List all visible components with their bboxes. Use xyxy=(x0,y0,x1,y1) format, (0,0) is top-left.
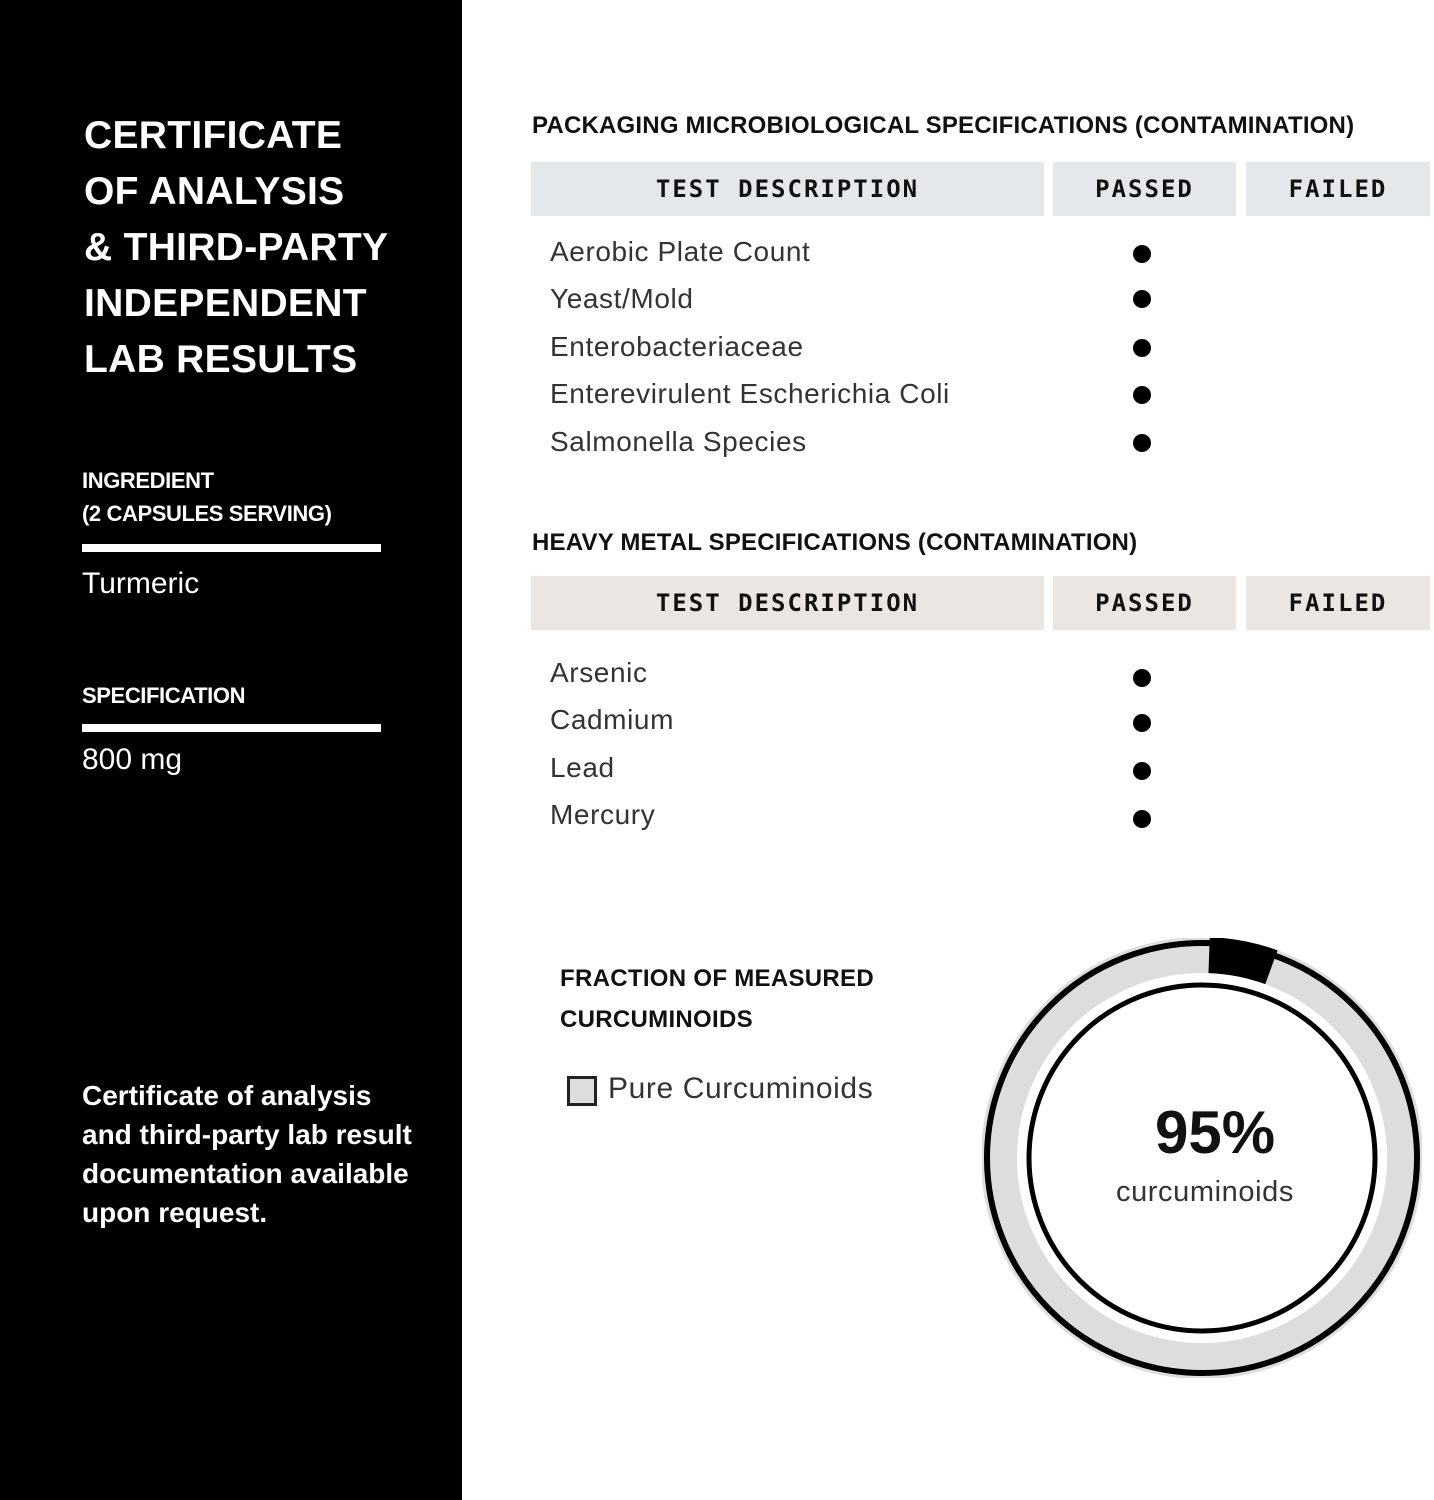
fraction-title xyxy=(560,958,874,1040)
legend-label: Pure Curcuminoids xyxy=(608,1072,874,1105)
specification-label: SPECIFICATION xyxy=(82,683,246,708)
title-line: LAB RESULTS xyxy=(84,338,358,381)
passed-dot-icon xyxy=(1133,290,1151,308)
legend-swatch xyxy=(567,1076,597,1106)
availability-note: Certificate of analysis and third-party lab result documentation available upon request. xyxy=(82,1080,412,1228)
passed-dot-icon xyxy=(1133,339,1151,357)
passed-dot-icon xyxy=(1133,714,1151,732)
microbiological-section-title: PACKAGING MICROBIOLOGICAL SPECIFICATIONS (CONTAMINATION) xyxy=(532,112,1355,139)
micro-header-test-description: TEST DESCRIPTION xyxy=(531,162,1044,216)
title-line: CERTIFICATE xyxy=(84,114,343,157)
ingredient-serving-label: (2 CAPSULES SERVING) xyxy=(82,501,332,526)
metal-row-label: Arsenic xyxy=(550,657,648,688)
metal-row-label: Mercury xyxy=(550,799,656,830)
fraction-title-line: FRACTION OF MEASURED xyxy=(560,965,874,992)
metal-header-passed: PASSED xyxy=(1053,576,1236,630)
sidebar xyxy=(0,0,462,1500)
specification-value: 800 mg xyxy=(82,743,183,776)
donut-percent-value: 95% xyxy=(1154,1099,1276,1166)
metal-header-failed: FAILED xyxy=(1246,576,1430,630)
ingredient-value: Turmeric xyxy=(82,567,200,600)
ingredient-label: INGREDIENT xyxy=(82,468,214,493)
donut-caption: curcuminoids xyxy=(1115,1176,1295,1208)
metal-header-test-description: TEST DESCRIPTION xyxy=(531,576,1044,630)
ingredient-divider xyxy=(82,544,381,552)
title-line: INDEPENDENT xyxy=(84,282,367,325)
passed-dot-icon xyxy=(1133,386,1151,404)
specification-divider xyxy=(82,724,381,732)
micro-row-label: Enterobacteriaceae xyxy=(550,331,804,362)
micro-row-label: Yeast/Mold xyxy=(550,283,694,314)
micro-row-label: Salmonella Species xyxy=(550,426,807,457)
passed-dot-icon xyxy=(1133,762,1151,780)
title-line: & THIRD-PARTY xyxy=(84,226,389,269)
micro-row-label: Aerobic Plate Count xyxy=(550,236,811,267)
passed-dot-icon xyxy=(1133,245,1151,263)
micro-header-passed: PASSED xyxy=(1053,162,1236,216)
micro-header-failed: FAILED xyxy=(1246,162,1430,216)
fraction-title-line: CURCUMINOIDS xyxy=(560,1006,753,1033)
passed-dot-icon xyxy=(1133,669,1151,687)
metal-row-label: Lead xyxy=(550,752,615,783)
donut-slice-remainder xyxy=(1209,955,1271,967)
certificate-title xyxy=(84,108,388,388)
title-line: OF ANALYSIS xyxy=(84,170,345,213)
passed-dot-icon xyxy=(1133,434,1151,452)
heavy-metal-section-title: HEAVY METAL SPECIFICATIONS (CONTAMINATION) xyxy=(532,529,1138,556)
passed-dot-icon xyxy=(1133,810,1151,828)
metal-row-label: Cadmium xyxy=(550,704,675,735)
micro-row-label: Enterevirulent Escherichia Coli xyxy=(550,378,950,409)
